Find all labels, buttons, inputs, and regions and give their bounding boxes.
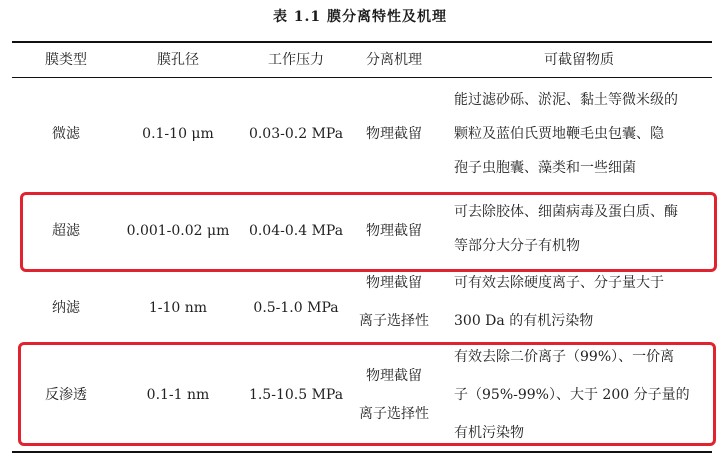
row-working-pressure: 0.03-0.2 MPa <box>248 126 344 142</box>
row-pore-size: 0.001-0.02 μm <box>126 223 230 239</box>
row-membrane-type: 反渗透 <box>45 387 87 403</box>
row-retained-substances: 有效去除二价离子（99%）、一价离 子（95%-99%）、大于 200 分子量的 有机污染物 <box>454 349 690 441</box>
row-separation-mechanism: 物理截留 <box>366 223 422 239</box>
header-retained-substances: 可截留物质 <box>544 52 614 68</box>
table-bottom-rule <box>12 451 712 453</box>
row-working-pressure: 1.5-10.5 MPa <box>248 387 344 403</box>
table-header-rule <box>12 77 712 78</box>
row-separation-mechanism: 物理截留 <box>366 368 422 384</box>
row-pore-size: 1-10 nm <box>148 300 208 316</box>
row-separation-mechanism: 物理截留 <box>366 275 422 291</box>
header-working-pressure: 工作压力 <box>268 52 324 68</box>
row-retained-substances: 可去除胶体、细菌病毒及蛋白质、酶 等部分大分子有机物 <box>454 204 678 254</box>
header-pore-size: 膜孔径 <box>157 52 199 68</box>
row-retained-substances: 能过滤砂砾、淤泥、黏土等微米级的 颗粒及蓝伯氏贾地鞭毛虫包囊、隐 孢子虫胞囊、藻类和一些细菌 <box>454 92 678 176</box>
row-working-pressure: 0.04-0.4 MPa <box>248 223 344 239</box>
row-pore-size: 0.1-10 μm <box>142 126 214 142</box>
row-membrane-type: 超滤 <box>52 223 80 239</box>
row-separation-mechanism: 离子选择性 <box>359 406 429 422</box>
highlight-box-reverse-osmosis <box>18 342 716 446</box>
row-separation-mechanism: 物理截留 <box>366 126 422 142</box>
highlight-box-ultrafiltration <box>20 192 717 272</box>
row-retained-substances: 可有效去除硬度离子、分子量大于 300 Da 的有机污染物 <box>454 275 664 329</box>
row-working-pressure: 0.5-1.0 MPa <box>253 300 339 316</box>
row-pore-size: 0.1-1 nm <box>146 387 210 403</box>
header-separation-mechanism: 分离机理 <box>366 52 422 68</box>
row-membrane-type: 纳滤 <box>52 300 80 316</box>
header-membrane-type: 膜类型 <box>45 52 87 68</box>
row-membrane-type: 微滤 <box>52 126 80 142</box>
table-caption: 表 1.1 膜分离特性及机理 <box>272 9 448 25</box>
row-separation-mechanism: 离子选择性 <box>359 313 429 329</box>
